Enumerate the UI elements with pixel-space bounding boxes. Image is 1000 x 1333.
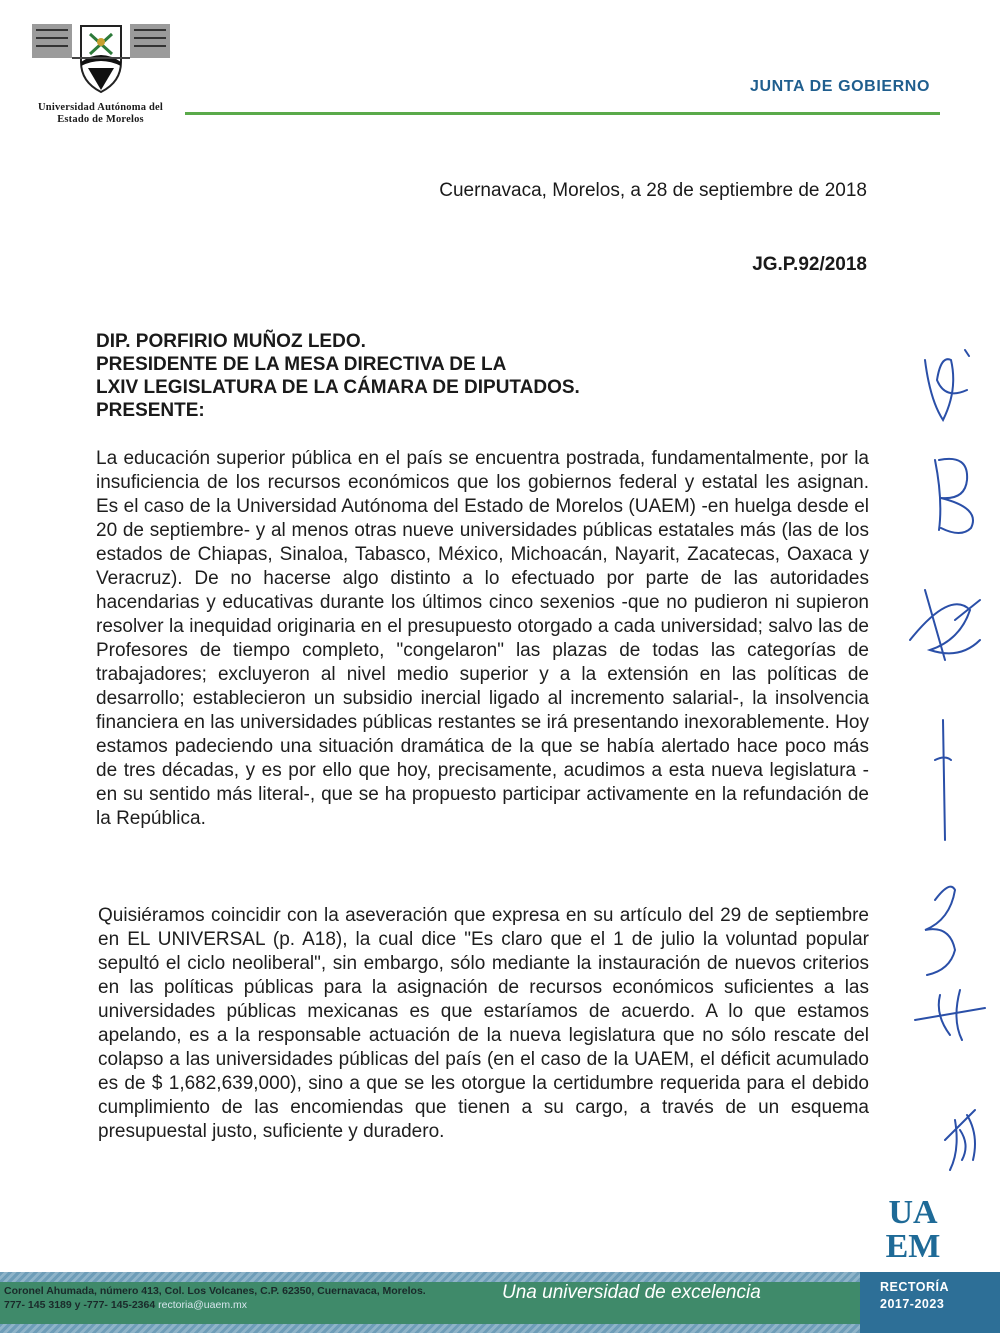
university-seal-icon	[26, 18, 176, 98]
signature-3	[910, 590, 980, 660]
uaem-logo-icon	[876, 1193, 950, 1261]
signature-6	[915, 990, 985, 1040]
footer-slogan: Una universidad de excelencia	[502, 1282, 761, 1303]
footer-address: Coronel Ahumada, número 413, Col. Los Volcanes, C.P. 62350, Cuernavaca, Morelos.	[4, 1285, 426, 1297]
addressee-line: DIP. PORFIRIO MUÑOZ LEDO.	[96, 331, 366, 352]
university-name-line2: Estado de Morelos	[57, 114, 144, 125]
addressee-line: PRESENTE:	[96, 400, 205, 421]
letter-date: Cuernavaca, Morelos, a 28 de septiembre de 2018	[439, 180, 867, 201]
body-paragraph-1: La educación superior pública en el país se encuentra postrada, fundamentalmente, por la insuficiencia de los recursos económicos que los gobiernos federal y estatal les asignan. Es el caso de la Universidad Autónoma del Estado de Morelos (UAEM) -en huelga desde el 20 de septiembre- y al menos otras nueve universidades públicas estatales más (las de los estados de Chiapas, Sinaloa, Tabasco, México, Michoacán, Nayarit, Zacatecas, Oaxaca y Veracruz). De no hacerse algo distinto a lo efectuado por parte de las autoridades hacendarias y educativas durante los últimos cinco sexenios -que no pudieron ni supieron resolver la inequidad originaria en el presupuesto otorgado a cada universidad; salvo las de Profesores de tiempo completo, "congelaron" las plazas de todas las categorías de trabajadores; excluyeron al nivel medio superior y a la extensión en las políticas de desarrollo; establecieron un subsidio inercial ligado al incremento salarial-, la insolvencia financiera en las universidades públicas restantes se irá presentando inexorablemente. Hoy estamos padeciendo una situación dramática de la que se había alertado hace poco más de tres décadas, y es por ello que hoy, precisamente, acudimos a esta nueva legislatura -en su sentido más literal-, que se ha propuesto participar activamente en la refundación de la República.	[96, 448, 869, 829]
rectoria-period: 2017-2023	[880, 1297, 945, 1311]
margin-signatures	[905, 340, 1000, 1200]
uaem-logo-line2: EM	[885, 1228, 941, 1261]
signature-2	[935, 459, 973, 533]
university-name	[18, 102, 183, 126]
signature-7	[945, 1110, 975, 1170]
university-logo-block	[18, 18, 183, 126]
footer-phone-line	[4, 1299, 247, 1311]
addressee-line: PRESIDENTE DE LA MESA DIRECTIVA DE LA	[96, 354, 507, 375]
addressee-block	[96, 330, 580, 422]
department-title: JUNTA DE GOBIERNO	[750, 78, 930, 95]
university-name-line1: Universidad Autónoma del	[38, 102, 163, 113]
footer-email-link[interactable]: rectoria@uaem.mx	[158, 1299, 247, 1311]
footer-phones: 777- 145 3189 y -777- 145-2364	[4, 1299, 156, 1311]
signature-5	[925, 887, 955, 975]
rectoria-label: RECTORÍA	[880, 1280, 950, 1294]
header-divider	[185, 112, 940, 115]
reference-number: JG.P.92/2018	[752, 254, 867, 275]
footer-bar	[0, 1272, 1000, 1333]
signature-4	[935, 720, 951, 840]
signature-1	[925, 350, 969, 420]
uaem-logo-line1: UA	[888, 1194, 938, 1231]
body-paragraph-2: Quisiéramos coincidir con la aseveración que expresa en su artículo del 29 de septiembre en EL UNIVERSAL (p. A18), la cual dice "Es claro que el 1 de julio la voluntad popular sepultó el ciclo neoliberal", sin embargo, sólo mediante la instauración de nuevos criterios en las políticas públicas para la asignación de recursos económicos suficientes a las universidades públicas mexicanas es que estaríamos de acuerdo. A lo que estamos apelando, es a la responsable actuación de la nueva legislatura que no sólo rescate del colapso a las universidades públicas del país (en el caso de la UAEM, el déficit acumulado es de $ 1,682,639,000), sino a que se les otorgue la certidumbre requerida para el debido cumplimiento de las encomiendas que tienen a su cargo, a través de un esquema presupuestal justo, suficiente y duradero.	[98, 905, 869, 1142]
addressee-line: LXIV LEGISLATURA DE LA CÁMARA DE DIPUTADOS.	[96, 377, 580, 398]
